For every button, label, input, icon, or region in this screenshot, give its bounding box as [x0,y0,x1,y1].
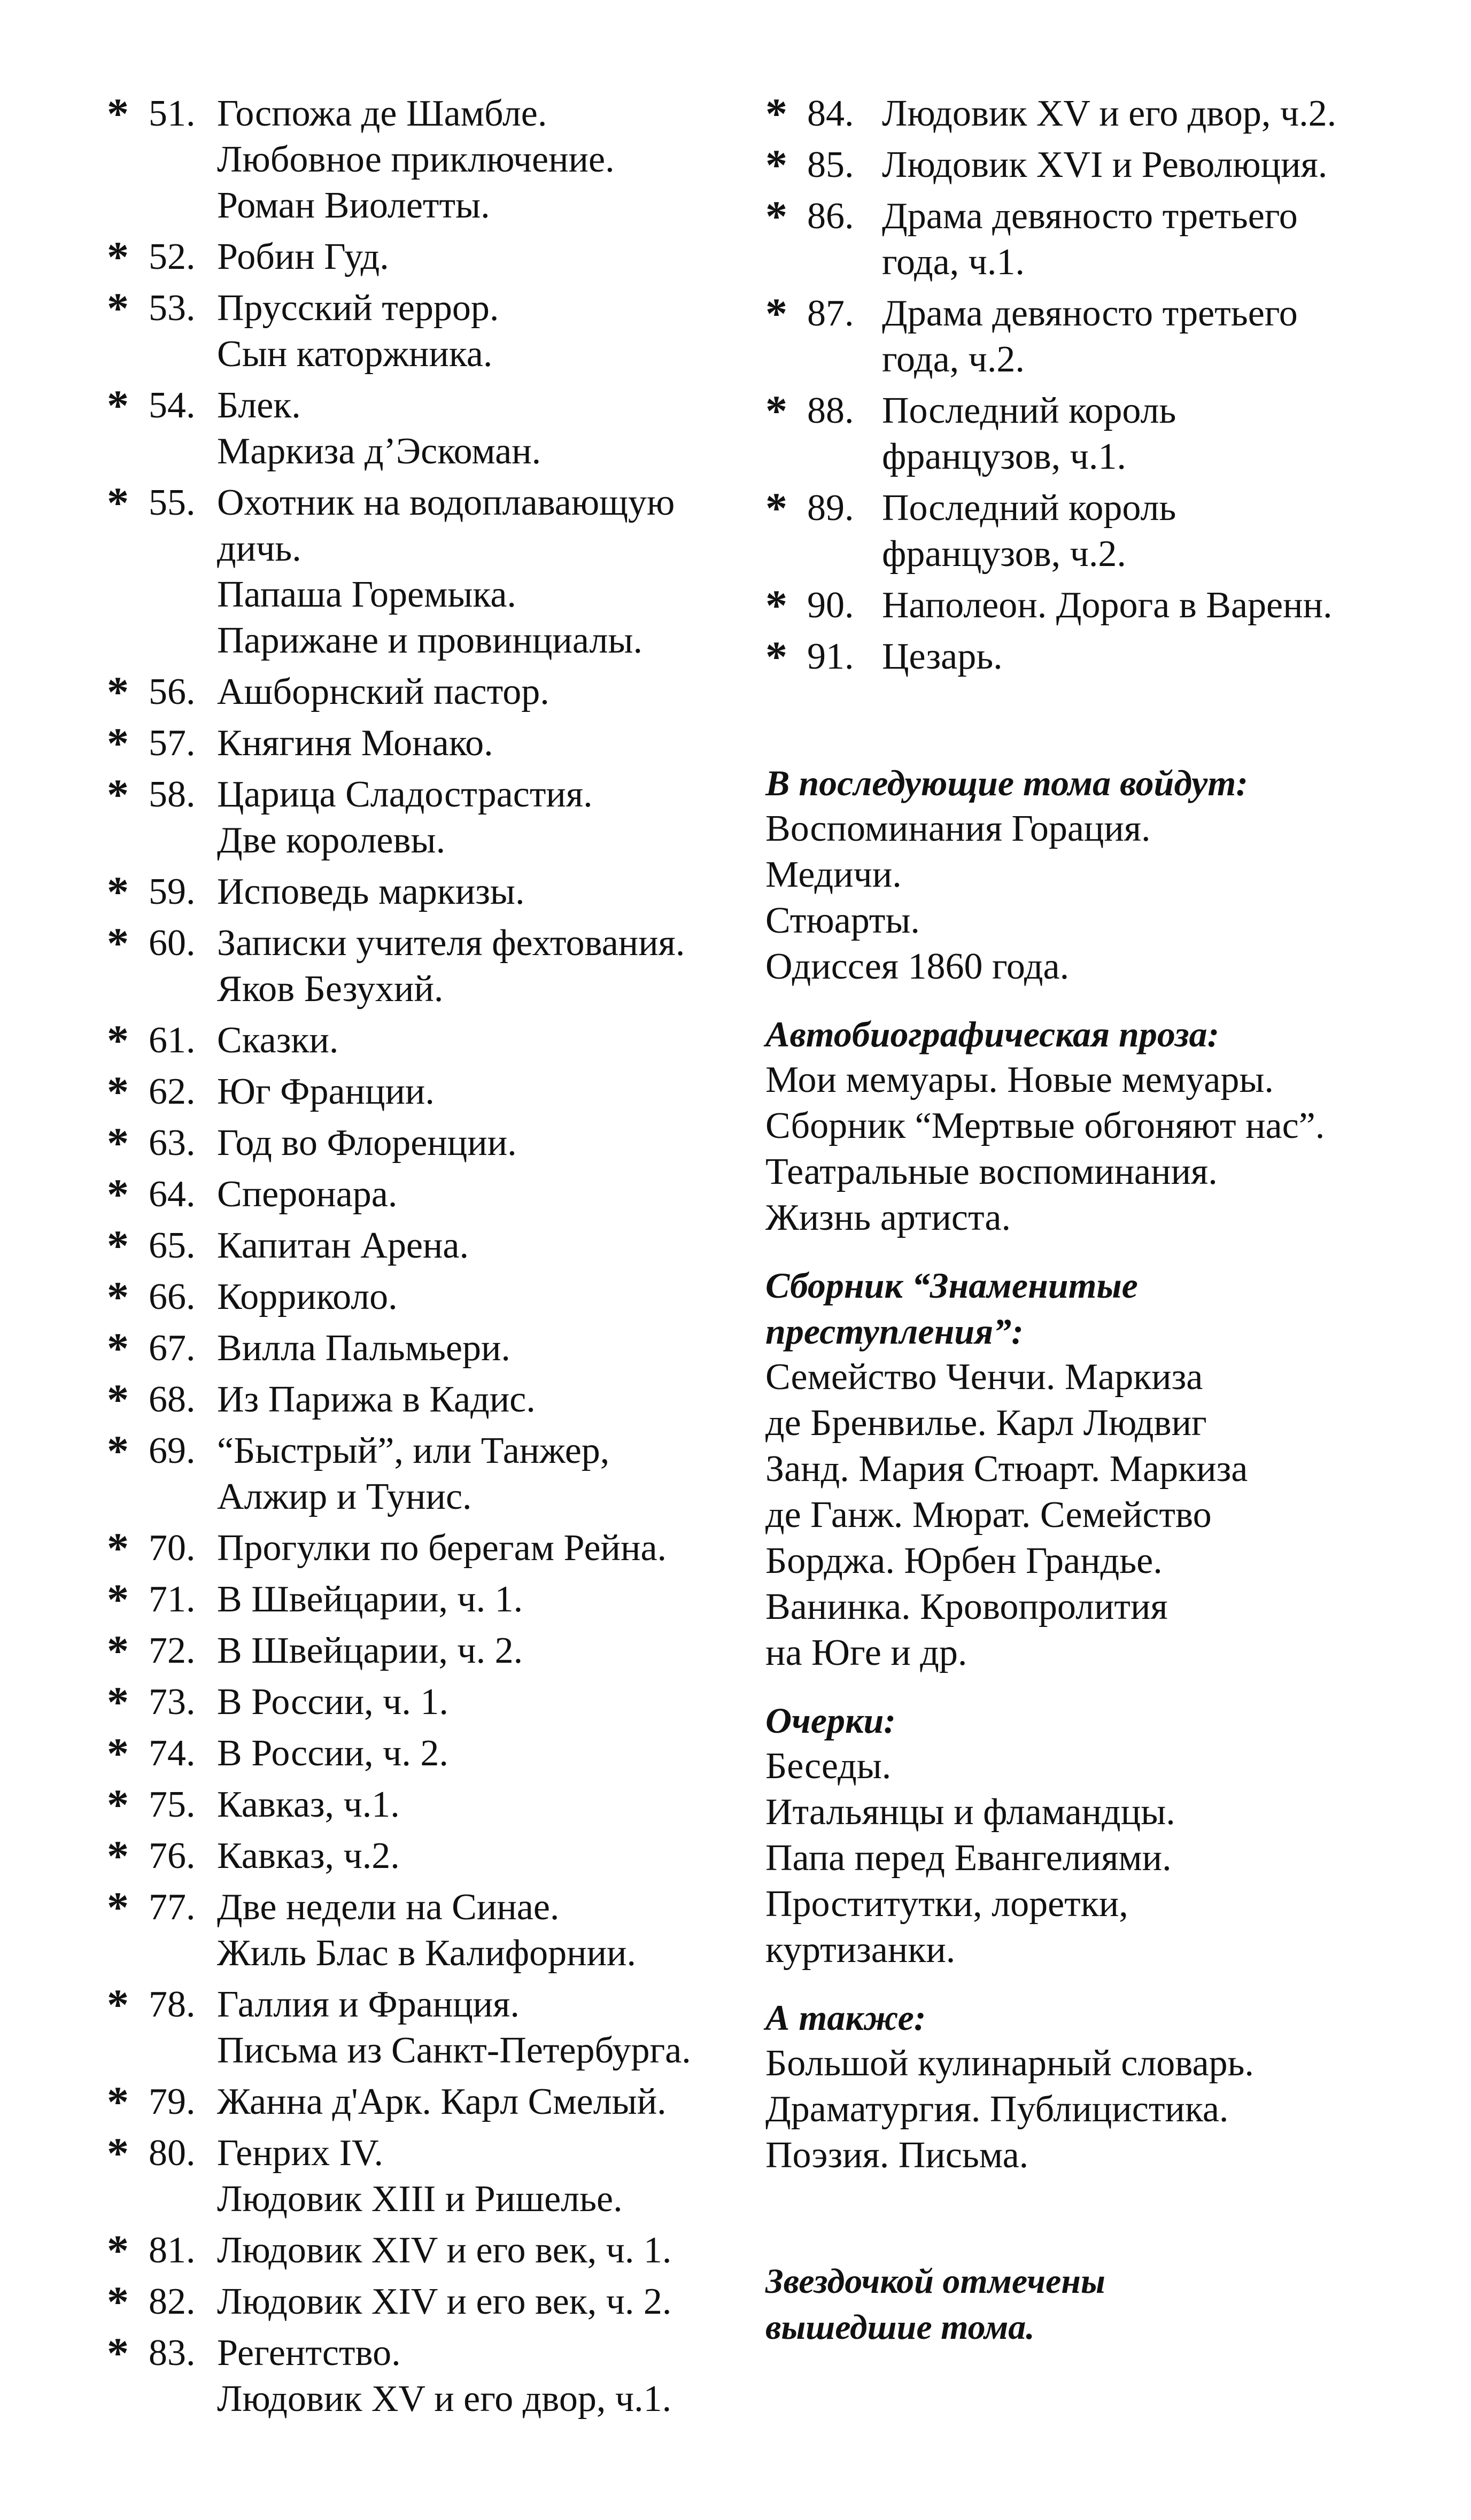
published-star-marker: * [107,1678,129,1726]
volume-number: 88. [807,390,854,431]
section-line: Медичи. [765,854,902,895]
section-line: Мои мемуары. Новые мемуары. [765,1059,1274,1100]
volume-title-line: Драма девяносто третьего [882,293,1298,334]
volume-entry [107,2079,738,2125]
volume-entry [107,1172,738,1218]
volume-title [217,1325,738,1371]
volume-title [882,142,1450,188]
published-star-marker: * [107,1375,129,1424]
volume-title-line: Людовик XV и его двор, ч.1. [217,2378,672,2420]
volume-title [217,1679,738,1725]
section-block [765,1262,1450,1676]
volume-number: 55. [149,482,196,523]
published-star-marker: * [107,2077,129,2126]
section-line: Воспоминания Горация. [765,808,1151,849]
volume-title [217,720,738,766]
volume-entry [107,2279,738,2325]
volume-title [217,1577,738,1623]
volume-entry [107,1782,738,1828]
volume-entry [107,2228,738,2274]
volume-number: 77. [149,1887,196,1928]
volume-title [217,1731,738,1777]
section-line: Поэзия. Письма. [765,2135,1029,2176]
section-line: Большой кулинарный словарь. [765,2043,1254,2084]
volume-entry [107,91,738,229]
volume-number: 89. [807,487,854,529]
volume-title-line: Роман Виолетты. [217,185,490,226]
volume-entry [107,1120,738,1166]
section-line: Семейство Ченчи. Маркиза [765,1356,1203,1398]
volume-title [217,1833,738,1879]
volume-number: 91. [807,636,854,677]
volume-title [217,2279,738,2325]
volume-title [882,583,1450,629]
volume-title-line: Госпожа де Шамбле. [217,93,547,134]
volume-title-line: Год во Флоренции. [217,1122,517,1164]
volume-title-line: Людовик XVI и Революция. [882,144,1328,185]
volume-title [217,2130,738,2222]
volume-title-line: Людовик XV и его двор, ч.2. [882,93,1337,134]
volume-title-line: Драма девяносто третьего [882,196,1298,237]
published-star-marker: * [765,289,787,338]
volume-number: 72. [149,1630,196,1671]
volume-title-line: Две королевы. [217,820,446,861]
volume-title [217,1223,738,1269]
volume-title-line: Письма из Санкт-Петербурга. [217,2030,691,2071]
volume-entry [107,1577,738,1623]
volume-title-line: Любовное приключение. [217,139,615,180]
volume-entry [765,634,1450,680]
section-block [765,1697,1450,1973]
volume-title-line: Людовик XIII и Ришелье. [217,2178,623,2220]
right-volume-list [765,91,1450,680]
volume-title [217,1377,738,1423]
section-heading: А также: [765,1997,926,2038]
volume-title-line: Генрих IV. [217,2133,383,2174]
section-block [765,1011,1450,1241]
volume-title-line: Робин Гуд. [217,236,389,277]
volume-number: 60. [149,922,196,964]
volume-title [217,480,738,664]
volume-title [217,2079,738,2125]
volume-entry [107,383,738,475]
volume-number: 73. [149,1681,196,1723]
volume-title-line: Капитан Арена. [217,1225,469,1266]
section-line: Занд. Мария Стюарт. Маркиза [765,1448,1248,1490]
volume-entry [107,1325,738,1371]
volume-entry [107,1628,738,1674]
volume-title-line: французов, ч.2. [882,533,1126,575]
volume-title [217,91,738,229]
volume-number: 62. [149,1071,196,1112]
volume-entry [107,1069,738,1115]
volume-entry [107,1525,738,1571]
volume-title-line: французов, ч.1. [882,436,1126,477]
volume-number: 70. [149,1527,196,1569]
volume-title-line: Исповедь маркизы. [217,871,525,912]
volume-entry [107,1833,738,1879]
volume-title [882,388,1450,480]
volume-number: 83. [149,2332,196,2374]
published-star-marker: * [765,141,787,189]
volume-title-line: В России, ч. 2. [217,1733,448,1774]
section-heading: преступления”: [765,1311,1024,1352]
volume-title-line: Две недели на Синае. [217,1887,560,1928]
volume-entry [107,1428,738,1520]
volume-number: 53. [149,288,196,329]
published-star-marker: * [107,2277,129,2326]
section-line: де Бренвилье. Карл Людвиг [765,1402,1207,1444]
volume-title [217,2330,738,2422]
published-star-marker: * [107,1426,129,1475]
volume-entry [107,920,738,1012]
volume-entry [107,480,738,664]
volume-title-line: Сказки. [217,1020,339,1061]
volume-title-line: Наполеон. Дорога в Варенн. [882,585,1333,626]
volume-title-line: Кавказ, ч.1. [217,1784,400,1825]
volume-title-line: Людовик XIV и его век, ч. 2. [217,2281,672,2322]
section-heading: Очерки: [765,1700,896,1741]
published-star-marker: * [107,1832,129,1880]
published-star-marker: * [107,1575,129,1624]
volume-entry [107,720,738,766]
volume-title [217,285,738,377]
volume-title-line: Вилла Пальмьери. [217,1328,510,1369]
volume-title-line: Парижане и провинциалы. [217,620,643,661]
volume-number: 64. [149,1174,196,1215]
volume-title-line: Охотник на водоплавающую [217,482,675,523]
volume-title-line: Ашборнский пастор. [217,671,549,712]
published-star-marker: * [765,192,787,241]
volume-title [217,1428,738,1520]
volume-number: 56. [149,671,196,712]
volume-number: 61. [149,1020,196,1061]
volume-title-line: Алжир и Тунис. [217,1476,472,1517]
volume-title [217,1982,738,2074]
volume-title-line: Корриколо. [217,1276,398,1317]
published-star-marker: * [107,1119,129,1167]
published-star-marker: * [107,1980,129,2029]
section-block [765,1995,1450,2178]
volume-entry [107,1885,738,1976]
published-star-marker: * [107,89,129,138]
section-line: Сборник “Мертвые обгоняют нас”. [765,1105,1325,1146]
volume-title-line: года, ч.1. [882,242,1025,283]
footnote-line: вышедшие тома. [765,2308,1035,2347]
volume-number: 66. [149,1276,196,1317]
volume-number: 54. [149,385,196,426]
volume-title-line: Прогулки по берегам Рейна. [217,1527,667,1569]
volume-title [217,2228,738,2274]
volume-title [217,669,738,715]
section-line: Беседы. [765,1746,892,1787]
published-star-marker: * [107,284,129,332]
volume-number: 79. [149,2081,196,2122]
volume-number: 58. [149,774,196,815]
published-star-marker: * [107,1016,129,1065]
published-star-marker: * [765,89,787,138]
section-line: Театральные воспоминания. [765,1151,1218,1192]
published-star-marker: * [107,867,129,916]
section-line: Ванинка. Кровопролития [765,1586,1168,1627]
volume-entry [107,669,738,715]
volume-title [217,920,738,1012]
volume-title [882,485,1450,577]
volume-number: 52. [149,236,196,277]
volume-title-line: Маркиза д’Эскоман. [217,431,541,472]
volume-number: 80. [149,2133,196,2174]
volume-title-line: Жанна д'Арк. Карл Смелый. [217,2081,667,2122]
section-block [765,760,1450,990]
right-column [765,91,1450,2351]
volume-title-line: Последний король [882,487,1176,529]
volume-title [217,1274,738,1320]
volume-title [217,1782,738,1828]
volume-title-line: Папаша Горемыка. [217,574,516,615]
volume-title [882,291,1450,383]
volume-number: 78. [149,1984,196,2025]
section-heading: Автобиографическая проза: [765,1014,1220,1054]
volume-title [217,1120,738,1166]
section-line: Итальянцы и фламандцы. [765,1792,1175,1833]
volume-title [882,91,1450,137]
footnote-line: Звездочкой отмечены [765,2262,1105,2301]
volume-number: 86. [807,196,854,237]
left-column-volume-list [107,91,738,2428]
published-star-marker: * [765,484,787,532]
published-star-marker: * [107,1524,129,1572]
volume-title-line: Прусский террор. [217,288,499,329]
volume-number: 63. [149,1122,196,1164]
volume-entry [107,1274,738,1320]
published-star-marker: * [107,919,129,967]
section-line: де Ганж. Мюрат. Семейство [765,1494,1212,1536]
published-star-marker: * [107,1273,129,1321]
volume-title [217,1172,738,1218]
footnote [765,2259,1450,2351]
volume-title [882,634,1450,680]
published-star-marker: * [107,1780,129,1829]
volume-number: 87. [807,293,854,334]
volume-title-line: Сперонара. [217,1174,398,1215]
volume-title-line: Людовик XIV и его век, ч. 1. [217,2230,672,2271]
volume-number: 57. [149,723,196,764]
volume-entry [107,1377,738,1423]
published-star-marker: * [107,719,129,767]
section-line: Жизнь артиста. [765,1197,1011,1238]
section-line: Проститутки, лоретки, [765,1883,1128,1925]
volume-title-line: В России, ч. 1. [217,1681,448,1723]
volume-title [217,1525,738,1571]
volume-number: 82. [149,2281,196,2322]
volume-number: 59. [149,871,196,912]
published-star-marker: * [107,1221,129,1270]
published-star-marker: * [765,581,787,630]
published-star-marker: * [765,386,787,435]
volume-entry [107,1679,738,1725]
volume-number: 85. [807,144,854,185]
volume-number: 76. [149,1835,196,1877]
section-line: Драматургия. Публицистика. [765,2089,1229,2130]
volume-entry [765,583,1450,629]
section-line: куртизанки. [765,1929,956,1971]
section-line: Стюарты. [765,900,920,941]
published-star-marker: * [107,1729,129,1778]
volume-title-line: Сын каторжника. [217,334,493,375]
volume-title-line: Жиль Блас в Калифорнии. [217,1933,637,1974]
published-star-marker: * [107,1170,129,1219]
future-volumes-sections [765,760,1450,2178]
volume-title-line: Из Парижа в Кадис. [217,1379,536,1420]
volume-title [217,1018,738,1064]
published-star-marker: * [107,2226,129,2275]
volume-number: 51. [149,93,196,134]
volume-entry [765,91,1450,137]
volume-title [217,772,738,864]
volume-entry [107,234,738,280]
volume-title-line: Последний король [882,390,1176,431]
published-star-marker: * [765,632,787,681]
published-star-marker: * [107,1883,129,1932]
volume-title-line: Княгиня Монако. [217,723,493,764]
published-star-marker: * [107,2129,129,2177]
volume-entry [107,1018,738,1064]
volume-title-line: года, ч.2. [882,339,1025,380]
volume-entry [765,291,1450,383]
volume-number: 81. [149,2230,196,2271]
volume-title-line: “Быстрый”, или Танжер, [217,1430,610,1471]
section-line: Папа перед Евангелиями. [765,1837,1172,1879]
volume-title-line: Царица Сладострастия. [217,774,593,815]
volume-title [217,383,738,475]
volume-title [217,234,738,280]
published-star-marker: * [107,381,129,430]
published-star-marker: * [107,1324,129,1373]
section-line: на Юге и др. [765,1632,967,1673]
volume-title-line: Цезарь. [882,636,1003,677]
volume-number: 75. [149,1784,196,1825]
volume-entry [107,869,738,915]
volume-title-line: Юг Франции. [217,1071,435,1112]
published-star-marker: * [107,1626,129,1675]
volume-entry [107,285,738,377]
volume-entry [765,388,1450,480]
volume-number: 84. [807,93,854,134]
volume-number: 74. [149,1733,196,1774]
volume-title-line: дичь. [217,528,301,569]
published-star-marker: * [107,478,129,527]
volume-title-line: Записки учителя фехтования. [217,922,685,964]
volume-entry [107,772,738,864]
volume-title [882,193,1450,285]
published-star-marker: * [107,668,129,716]
volume-entry [765,142,1450,188]
section-heading: Сборник “Знаменитые [765,1265,1138,1306]
volume-title [217,1069,738,1115]
volume-entry [765,193,1450,285]
section-line: Борджа. Юрбен Грандье. [765,1540,1163,1581]
volume-title [217,1885,738,1976]
published-star-marker: * [107,2329,129,2377]
volume-title [217,869,738,915]
volume-number: 65. [149,1225,196,1266]
volume-entry [107,1982,738,2074]
volume-number: 90. [807,585,854,626]
volume-entry [107,2130,738,2222]
volume-title-line: Галлия и Франция. [217,1984,520,2025]
volume-title-line: Яков Безухий. [217,968,444,1010]
published-star-marker: * [107,232,129,281]
volume-title [217,1628,738,1674]
published-star-marker: * [107,770,129,819]
volume-title-line: Регентство. [217,2332,401,2374]
volume-number: 71. [149,1579,196,1620]
volume-entry [107,1731,738,1777]
volume-number: 69. [149,1430,196,1471]
published-star-marker: * [107,1067,129,1116]
volume-entry [107,1223,738,1269]
volume-number: 67. [149,1328,196,1369]
volume-title-line: Кавказ, ч.2. [217,1835,400,1877]
section-line: Одиссея 1860 года. [765,946,1070,987]
volume-entry [107,2330,738,2422]
volume-entry [765,485,1450,577]
volume-number: 68. [149,1379,196,1420]
section-heading: В последующие тома войдут: [765,763,1248,803]
volume-title-line: В Швейцарии, ч. 2. [217,1630,523,1671]
volume-title-line: В Швейцарии, ч. 1. [217,1579,523,1620]
volume-title-line: Блек. [217,385,301,426]
